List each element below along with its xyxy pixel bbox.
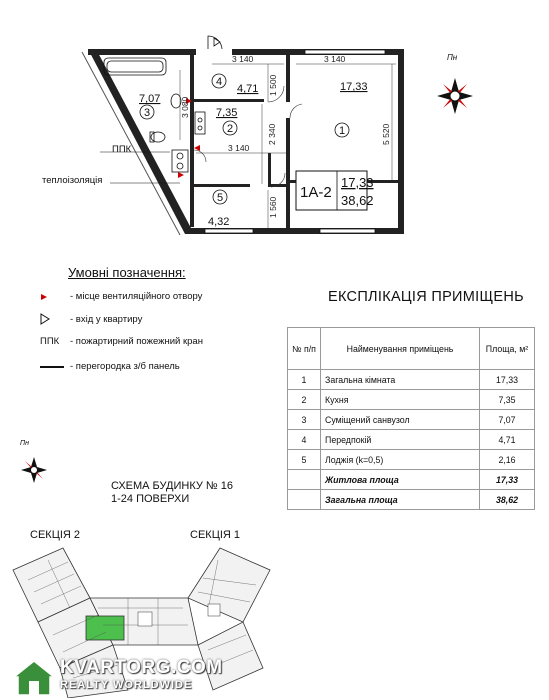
apt-total: 38,62 bbox=[341, 193, 374, 208]
panel-line-icon bbox=[40, 365, 64, 369]
legend-item-panel: - перегородка з/б панель bbox=[40, 361, 180, 372]
room-4-area: 4,71 bbox=[237, 83, 259, 95]
compass-label: Пн bbox=[447, 53, 458, 62]
legend-item-vent: - місце вентиляційного отвору bbox=[40, 291, 202, 302]
room-1-area: 17,33 bbox=[340, 81, 368, 93]
dim-2340: 2 340 bbox=[267, 123, 277, 145]
header-name: Найменування приміщень bbox=[321, 328, 480, 370]
section-1-label: СЕКЦІЯ 1 bbox=[190, 529, 240, 541]
header-num: № п/п bbox=[288, 328, 321, 370]
compass-icon bbox=[437, 78, 473, 114]
table-row: 5 Лоджія (k=0,5) 2,16 bbox=[288, 450, 535, 470]
dim-1500: 1 500 bbox=[268, 74, 278, 96]
dim-mid: 3 140 bbox=[228, 143, 250, 153]
explication-table bbox=[287, 327, 535, 510]
dim-top-right: 3 140 bbox=[324, 54, 346, 64]
entry-arrow-icon bbox=[40, 313, 50, 325]
table-row-total: Житлова площа 17,33 bbox=[288, 470, 535, 490]
room-3-area: 7,07 bbox=[139, 93, 161, 105]
table-row: 2 Кухня 7,35 bbox=[288, 390, 535, 410]
watermark: KVARTORG.COM REALTY WORLDWIDE bbox=[60, 657, 223, 691]
dim-left-v: 3 080 bbox=[180, 96, 190, 118]
insulation-label: теплоізоляція bbox=[42, 175, 103, 186]
table-row: 4 Передпокій 4,71 bbox=[288, 430, 535, 450]
apt-living: 17,33 bbox=[341, 175, 374, 190]
explication-title: ЕКСПЛІКАЦІЯ ПРИМІЩЕНЬ bbox=[328, 289, 524, 305]
room-3-num: 3 bbox=[144, 107, 151, 119]
room-2-num: 2 bbox=[227, 123, 234, 135]
room-5-num: 5 bbox=[217, 192, 224, 204]
header-area: Площа, м² bbox=[480, 328, 535, 370]
room-1-num: 1 bbox=[339, 125, 346, 137]
legend-item-ppk: ППК - пожартирний пожежний кран bbox=[40, 336, 203, 347]
room-5-area: 4,32 bbox=[208, 216, 230, 228]
schema-title: СХЕМА БУДИНКУ № 16 1-24 ПОВЕРХИ bbox=[111, 480, 233, 505]
legend-item-entry: - вхід у квартиру bbox=[40, 313, 142, 325]
dim-1560: 1 560 bbox=[268, 196, 278, 218]
dim-top-left: 3 140 bbox=[232, 54, 254, 64]
house-logo-icon bbox=[12, 659, 56, 697]
legend-title: Умовні позначення: bbox=[68, 265, 186, 280]
apt-label: 1А-2 bbox=[300, 184, 332, 201]
schema-compass-label: Пн bbox=[20, 440, 29, 447]
floor-plan bbox=[0, 0, 549, 260]
room-4-num: 4 bbox=[216, 76, 223, 88]
dim-5520: 5 520 bbox=[381, 123, 391, 145]
room-2-area: 7,35 bbox=[216, 107, 238, 119]
vent-marker-icon bbox=[40, 293, 48, 301]
section-2-label: СЕКЦІЯ 2 bbox=[30, 529, 80, 541]
table-row-total: Загальна площа 38,62 bbox=[288, 490, 535, 510]
schema-compass-icon bbox=[14, 445, 54, 493]
ppk-label: ППК bbox=[112, 144, 132, 155]
table-row: 3 Суміщений санвузол 7,07 bbox=[288, 410, 535, 430]
table-row: 1 Загальна кімната 17,33 bbox=[288, 370, 535, 390]
